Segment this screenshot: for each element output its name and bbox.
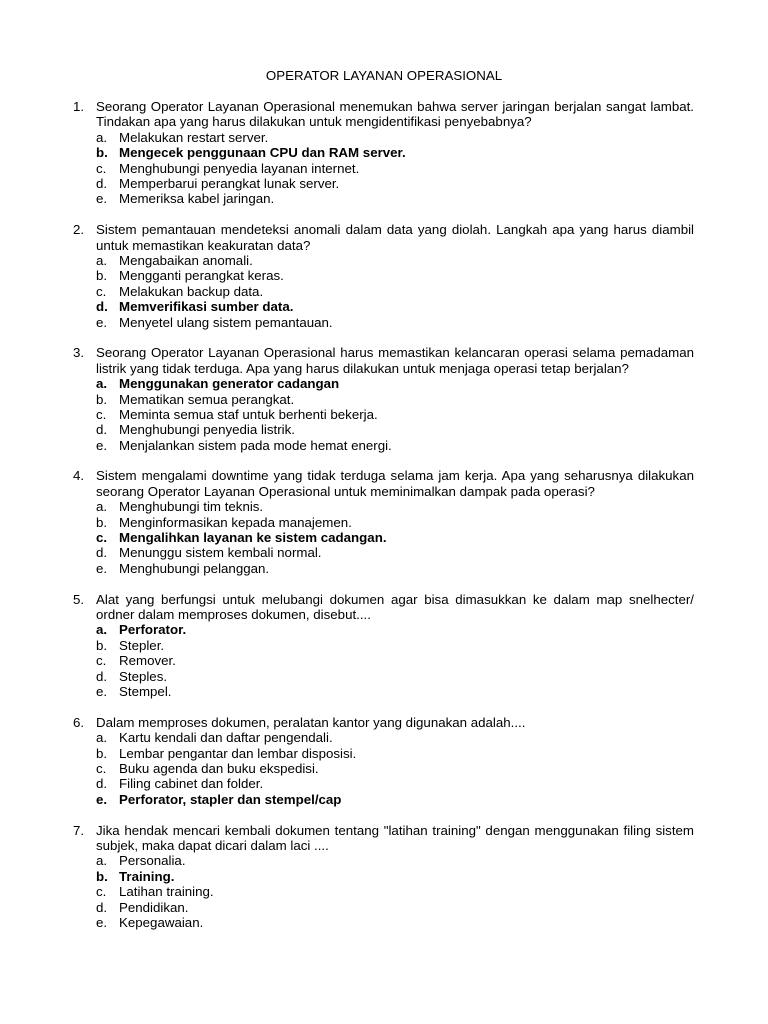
option-letter: b. [96, 145, 108, 161]
option-text: Mengabaikan anomali. [119, 252, 253, 268]
option-letter: b. [96, 637, 108, 653]
question-text: Jika hendak mencari kembali dokumen tentang "latihan training" dengan menggunakan filing sistem subjek, maka dapat dicari dalam laci .... [96, 822, 694, 853]
question-number: 3. [73, 345, 85, 361]
option-letter: a. [96, 129, 108, 145]
option-text: Memverifikasi sumber data. [119, 299, 294, 315]
question-item [0, 823, 768, 931]
option-text: Buku agenda dan buku ekspedisi. [119, 760, 319, 776]
option-text: Mematikan semua perangkat. [119, 391, 295, 407]
question-list [0, 99, 768, 946]
answer-option [0, 253, 768, 268]
answer-option [0, 746, 768, 761]
answer-option [0, 392, 768, 407]
answer-option [0, 315, 768, 330]
answer-option-correct [0, 530, 768, 545]
answer-option [0, 669, 768, 684]
option-text: Personalia. [119, 853, 186, 869]
option-letter: e. [96, 684, 108, 699]
question-item [0, 99, 768, 207]
option-text: Perforator, stapler dan stempel/cap [119, 791, 342, 807]
option-letter: e. [96, 914, 108, 930]
option-letter: c. [96, 283, 107, 299]
option-text: Menghubungi penyedia layanan internet. [119, 160, 360, 176]
option-letter: b. [96, 268, 108, 284]
question-item [0, 715, 768, 807]
option-text: Memeriksa kabel jaringan. [119, 191, 275, 207]
option-text: Menghubungi penyedia listrik. [119, 422, 295, 438]
option-letter: c. [96, 760, 107, 776]
answer-option [0, 191, 768, 206]
question-text: Alat yang berfungsi untuk melubangi dokumen agar bisa dimasukkan ke dalam map snelhecter/ ordner dalam memproses dokumen, disebut.... [96, 591, 694, 623]
question-text: Seorang Operator Layanan Operasional menemukan bahwa server jaringan berjalan sangat lambat. Tindakan apa yang harus dilakukan untuk mengidentifikasi penyebabnya? [96, 99, 694, 130]
option-text: Lembar pengantar dan lembar disposisi. [119, 745, 357, 761]
option-text: Stepler. [119, 637, 165, 653]
answer-option-correct [0, 792, 768, 807]
answer-option [0, 900, 768, 915]
option-letter: d. [96, 668, 108, 684]
question-number: 5. [73, 591, 85, 607]
question-number: 4. [73, 468, 85, 484]
answer-option [0, 284, 768, 299]
answer-option [0, 853, 768, 868]
answer-option [0, 684, 768, 699]
option-letter: a. [96, 376, 108, 392]
answer-option [0, 438, 768, 453]
option-text: Pendidikan. [119, 899, 189, 915]
answer-option-correct [0, 376, 768, 391]
option-text: Perforator. [119, 622, 187, 638]
question-item [0, 592, 768, 700]
answer-option-correct [0, 869, 768, 884]
option-text: Filing cabinet dan folder. [119, 776, 264, 792]
option-letter: e. [96, 437, 108, 453]
question-number: 1. [73, 99, 85, 114]
question-text: Sistem pemantauan mendeteksi anomali dalam data yang diolah. Langkah apa yang harus diambil untuk memastikan keakuratan data? [96, 222, 694, 253]
answer-option [0, 761, 768, 776]
option-text: Remover. [119, 653, 176, 669]
option-text: Steples. [119, 668, 168, 684]
option-text: Menyetel ulang sistem pemantauan. [119, 314, 333, 330]
option-letter: e. [96, 191, 108, 207]
option-letter: a. [96, 499, 108, 515]
answer-option [0, 176, 768, 191]
answer-option [0, 561, 768, 576]
option-letter: d. [96, 776, 108, 792]
question-item [0, 222, 768, 330]
answer-option [0, 130, 768, 145]
option-text: Stempel. [119, 684, 172, 699]
option-text: Menggunakan generator cadangan [119, 376, 340, 392]
question-item [0, 345, 768, 453]
option-text: Memperbarui perangkat lunak server. [119, 175, 340, 191]
answer-option [0, 422, 768, 437]
option-letter: a. [96, 252, 108, 268]
option-letter: d. [96, 175, 108, 191]
question-text: Sistem mengalami downtime yang tidak terduga selama jam kerja. Apa yang seharusnya dilakukan seorang Operator Layanan Operasional untuk meminimalkan dampak pada operasi? [96, 468, 694, 499]
answer-option [0, 653, 768, 668]
option-letter: e. [96, 314, 108, 330]
question-text: Seorang Operator Layanan Operasional harus memastikan kelancaran operasi selama pemadaman listrik yang tidak terduga. Apa yang harus dilakukan untuk menjaga operasi tetap berjalan? [96, 345, 694, 376]
option-text: Menghubungi tim teknis. [119, 499, 264, 515]
option-text: Mengganti perangkat keras. [119, 268, 284, 284]
answer-option [0, 545, 768, 560]
answer-option [0, 268, 768, 283]
answer-option [0, 161, 768, 176]
option-text: Menjalankan sistem pada mode hemat energi. [119, 437, 392, 453]
question-number: 7. [73, 822, 85, 838]
option-text: Menginformasikan kepada manajemen. [119, 514, 352, 530]
answer-option [0, 776, 768, 791]
option-letter: c. [96, 160, 107, 176]
option-letter: a. [96, 853, 108, 869]
answer-option-correct [0, 145, 768, 160]
answer-option [0, 407, 768, 422]
option-letter: d. [96, 545, 108, 561]
question-item [0, 468, 768, 576]
option-letter: d. [96, 299, 108, 315]
option-text: Training. [119, 868, 175, 884]
answer-option [0, 884, 768, 899]
option-letter: e. [96, 560, 108, 576]
option-letter: a. [96, 622, 108, 638]
option-letter: c. [96, 530, 108, 546]
option-letter: e. [96, 791, 108, 807]
option-letter: a. [96, 730, 108, 746]
option-text: Melakukan restart server. [119, 129, 269, 145]
question-number: 2. [73, 222, 85, 238]
question-text: Dalam memproses dokumen, peralatan kantor yang digunakan adalah.... [96, 714, 526, 730]
answer-option [0, 515, 768, 530]
option-text: Meminta semua staf untuk berhenti bekerja. [119, 406, 378, 422]
option-letter: b. [96, 514, 108, 530]
option-letter: d. [96, 899, 108, 915]
option-text: Melakukan backup data. [119, 283, 264, 299]
option-letter: c. [96, 406, 107, 422]
answer-option [0, 730, 768, 745]
option-text: Mengecek penggunaan CPU dan RAM server. [119, 145, 406, 161]
answer-option [0, 915, 768, 930]
option-text: Menghubungi pelanggan. [119, 560, 270, 576]
option-text: Menunggu sistem kembali normal. [119, 545, 322, 561]
answer-option-correct [0, 299, 768, 314]
answer-option [0, 638, 768, 653]
option-text: Mengalihkan layanan ke sistem cadangan. [119, 530, 387, 546]
answer-option [0, 499, 768, 514]
option-text: Latihan training. [119, 884, 214, 900]
option-letter: b. [96, 391, 108, 407]
document-title: OPERATOR LAYANAN OPERASIONAL [265, 68, 503, 83]
option-letter: c. [96, 884, 107, 900]
option-letter: b. [96, 745, 108, 761]
option-text: Kepegawaian. [119, 914, 204, 930]
question-number: 6. [73, 714, 85, 730]
option-text: Kartu kendali dan daftar pengendali. [119, 730, 333, 746]
option-letter: d. [96, 422, 108, 438]
option-letter: c. [96, 653, 107, 669]
answer-option-correct [0, 622, 768, 637]
option-letter: b. [96, 868, 108, 884]
